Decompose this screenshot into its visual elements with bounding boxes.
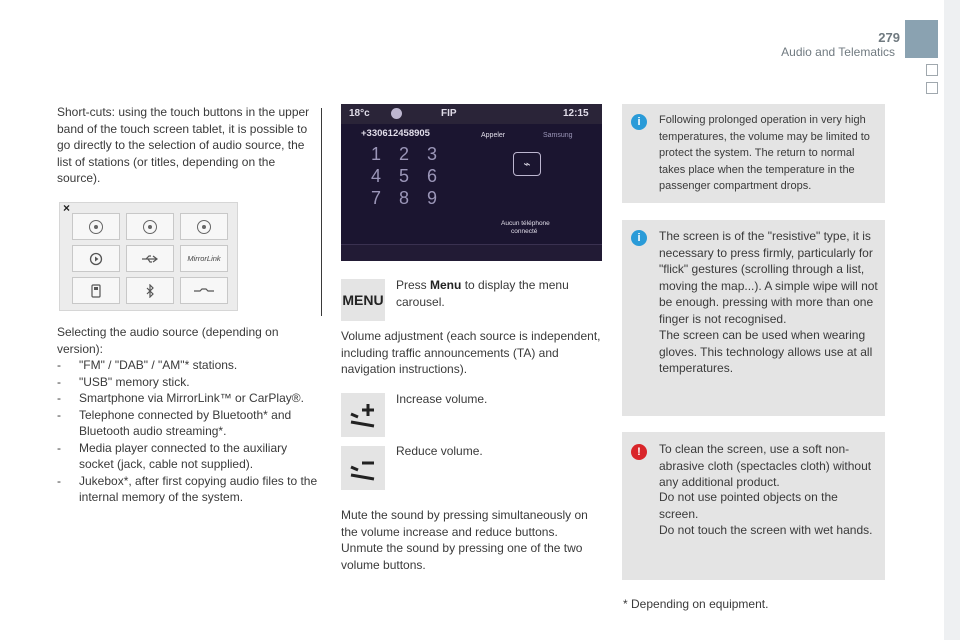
column-divider — [321, 108, 322, 316]
info-icon: i — [631, 230, 647, 246]
volume-paragraph: Volume adjustment (each source is independent, including traffic announcements (TA) and navigation instructions). — [341, 329, 601, 376]
media-play-icon — [89, 252, 103, 266]
list-item: - Media player connected to the auxiliary socket (jack, cable not supplied). — [57, 440, 288, 471]
screen-temperature: 18°c — [349, 108, 370, 119]
dial-key: 4 — [371, 166, 382, 186]
media-source-button[interactable] — [72, 245, 120, 272]
screen-bluetooth-icon: ⌁ — [513, 152, 541, 176]
memory-stick-icon — [91, 284, 101, 298]
mute-paragraph: Mute the sound by pressing simultaneously on the volume increase and reduce buttons. — [341, 508, 588, 539]
warning-pointed-text: Do not use pointed objects on the screen. — [659, 490, 838, 521]
mirrorlink-logo: MirrorLink — [187, 254, 221, 263]
close-icon[interactable]: × — [63, 201, 71, 215]
jukebox-source-button[interactable] — [72, 277, 120, 304]
dial-key: 7 — [371, 188, 382, 208]
list-item: - Smartphone via MirrorLink™ or CarPlay®. — [57, 391, 304, 405]
info-gloves-text: The screen can be used when wearing gloves. This technology allows use at all temperatures. — [659, 328, 873, 375]
section-title: Audio and Telematics — [781, 45, 895, 59]
volume-down-illustration — [341, 446, 385, 490]
radio-dial-icon — [143, 220, 157, 234]
radio-station-button[interactable] — [72, 213, 120, 240]
warning-clean-text: To clean the screen, use a soft non-abrasive cloth (spectacles cloth) without any additional product. — [659, 442, 872, 489]
sources-list — [57, 357, 321, 506]
volume-up-illustration — [341, 393, 385, 437]
page-number: 279 — [878, 30, 900, 45]
reduce-volume-text: Reduce volume. — [396, 444, 483, 458]
dial-key: 5 — [399, 166, 410, 186]
screen-status-line: Aucun téléphone — [501, 220, 550, 227]
warning-wet-text: Do not touch the screen with wet hands. — [659, 523, 873, 537]
mirrorlink-source-button[interactable] — [180, 245, 228, 272]
list-item: - "FM" / "DAB" / "AM"* stations. — [57, 358, 238, 372]
volume-down-icon — [348, 454, 378, 482]
page-edge-band — [944, 0, 960, 640]
screen-station: FIP — [441, 108, 457, 119]
dial-key: 9 — [427, 188, 438, 208]
dial-key: 1 — [371, 144, 382, 164]
dial-key: 2 — [399, 144, 410, 164]
bluetooth-source-button[interactable] — [126, 277, 174, 304]
volume-up-icon — [348, 401, 378, 429]
radio-station-button[interactable] — [180, 213, 228, 240]
source-icon — [391, 108, 402, 119]
menu-button-label: MENU — [342, 292, 384, 308]
footnote: * Depending on equipment. — [623, 597, 769, 611]
source-shortcut-panel — [59, 202, 238, 311]
info-box-high-temperature — [622, 104, 885, 203]
aux-cable-icon — [193, 286, 215, 296]
screen-phone-number: +330612458905 — [361, 128, 430, 139]
screen-bottom-band — [341, 244, 602, 261]
radio-dial-icon — [197, 220, 211, 234]
menu-button-illustration — [341, 279, 385, 321]
list-item: - Telephone connected by Bluetooth* and Bluetooth audio streaming*. — [57, 407, 292, 438]
dial-key: 8 — [399, 188, 410, 208]
marker-square — [926, 64, 938, 76]
list-item: - "USB" memory stick. — [57, 374, 190, 389]
unmute-paragraph: Unmute the sound by pressing one of the two volume buttons. — [341, 541, 583, 572]
sources-intro: Selecting the audio source (depending on version): — [57, 325, 279, 356]
press-menu-text: Press Menu to display the menu carousel. — [396, 278, 569, 309]
aux-source-button[interactable] — [180, 277, 228, 304]
radio-dial-icon — [89, 220, 103, 234]
screen-brand: Samsung — [543, 132, 573, 139]
screen-time: 12:15 — [563, 108, 589, 119]
info-box-resistive-screen — [622, 220, 885, 416]
touchscreen-photo — [341, 104, 602, 261]
screen-call-label: Appeler — [481, 132, 506, 139]
list-item: - Jukebox*, after first copying audio files to the internal memory of the system. — [57, 473, 318, 504]
info-icon: i — [631, 114, 647, 130]
screen-status-line: connecté — [511, 228, 538, 235]
chapter-tab — [905, 20, 938, 58]
dial-key: 3 — [427, 144, 438, 164]
dial-key: 6 — [427, 166, 438, 186]
warning-icon: ! — [631, 444, 647, 460]
usb-source-button[interactable] — [126, 245, 174, 272]
increase-volume-text: Increase volume. — [396, 392, 488, 406]
shortcuts-paragraph: Short-cuts: using the touch buttons in the upper band of the touch screen tablet, it is possible to go directly to the selection of audio source, the list of stations (or titles, depending on the source). — [57, 105, 310, 185]
usb-icon — [141, 254, 159, 264]
warning-box-cleaning — [622, 432, 885, 580]
marker-square — [926, 82, 938, 94]
bluetooth-icon — [145, 284, 155, 298]
radio-station-button[interactable] — [126, 213, 174, 240]
info-resistive-text: The screen is of the "resistive" type, it is necessary to press firmly, particularly for "flick" gestures (scrolling through a list, moving the map...). A simple wipe will not be enough. pressing with more than one finger is not recognised. — [659, 229, 878, 326]
info-high-temp-text: Following prolonged operation in very high temperatures, the volume may be limited to protect the system. The return to normal takes place when the temperature in the passenger compartment drops. — [659, 114, 870, 192]
